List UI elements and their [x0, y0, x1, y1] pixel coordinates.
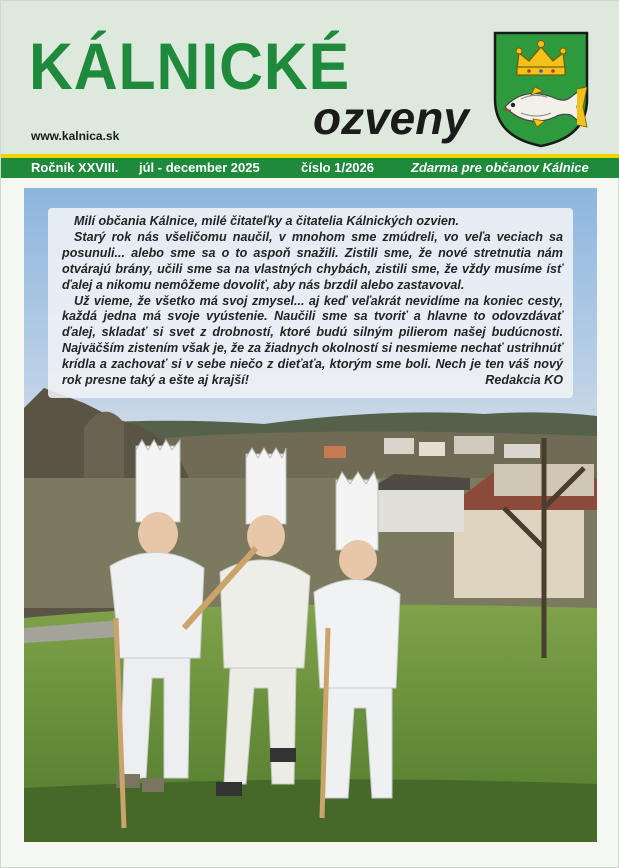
issue-number: číslo 1/2026 [301, 160, 374, 175]
editorial-text-box [48, 208, 573, 398]
website-link[interactable]: www.kalnica.sk [31, 129, 120, 143]
free-distribution-note: Zdarma pre občanov Kálnice [411, 160, 589, 175]
period-label: júl - december 2025 [139, 160, 260, 175]
editorial-paragraph [62, 294, 563, 389]
volume-label: Ročník XXVIII. [31, 160, 119, 175]
editorial-paragraph: Starý rok nás všeličomu naučil, v mnohom sme zmúdreli, vo veľa veciach sa posunuli... alebo sme sa o to aspoň snažili. Zistili sme, že nové stretnutia nám otvárajú brány, učili sme sa na vlastných chybách, zistili sme, že vždy musíme ísť ďalej a nikomu nemôžeme dovoliť, aby nás brzdil alebo zastavoval. [62, 229, 563, 292]
editorial-greeting: Milí občania Kálnice, milé čitateľky a čitatelia Kálnických ozvien. [74, 214, 460, 228]
newsletter-subtitle: ozveny [313, 92, 469, 144]
municipal-coat-of-arms-icon [491, 29, 591, 149]
editorial-paragraph-text: Už vieme, že všetko má svoj zmysel... aj keď veľakrát nevidíme na koniec cesty, každá jedna má svoje vyústenie. Naučili sme sa tvoriť a hlavne to odovzdávať ďalej, skladať si svet z drobností, ktoré budú silným pilierom našej budúcnosti. Najväčším zistením však je, že za žiadnych okolností si nesmieme nechať ustrihnúť krídla a zachovať si v sebe niečo z dieťaťa, ktorým sme boli. Nech je ten váš nový rok presne taký a ešte aj krajší! [62, 293, 563, 388]
masthead [1, 1, 619, 154]
issue-info-bar [1, 154, 619, 178]
editorial-signature: Redakcia KO [485, 373, 563, 388]
newsletter-title: KÁLNICKÉ [29, 29, 351, 103]
